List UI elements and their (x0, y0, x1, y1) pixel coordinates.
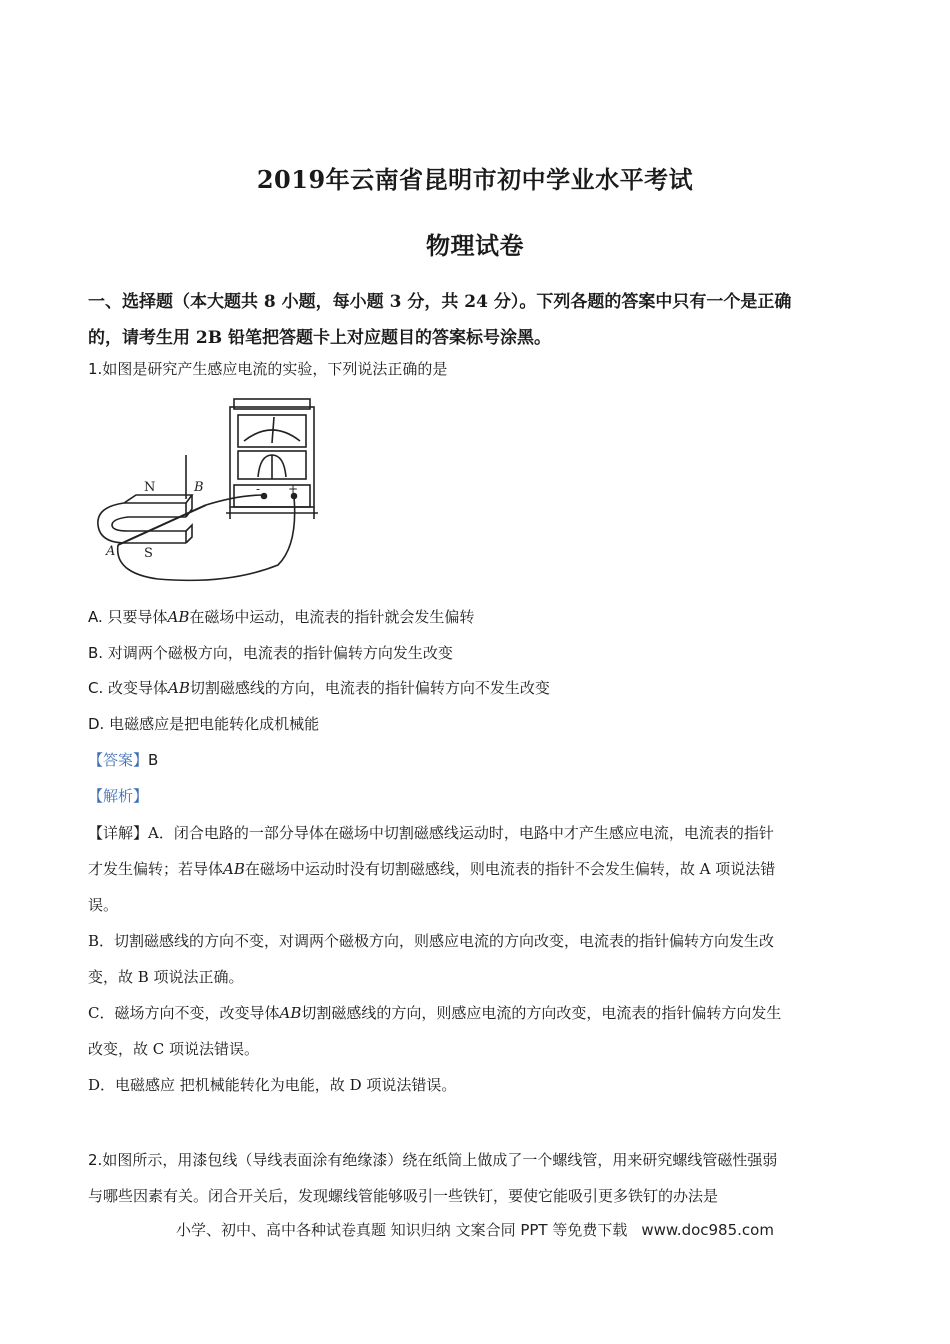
detail-a-line-2 (88, 851, 868, 887)
section-heading-line-2: 的，请考生用 2B 铅笔把答题卡上对应题目的答案标号涂黑。 (88, 328, 552, 348)
detail-explanation (88, 815, 868, 1103)
detail-b-line-2: 变，故 B 项说法正确。 (88, 968, 244, 986)
option-letter: C. (88, 679, 104, 697)
option-letter: A. (88, 608, 103, 626)
option-letter: D. (88, 715, 105, 733)
induction-experiment-figure (88, 395, 338, 595)
page-subtitle: 物理试卷 (426, 231, 524, 260)
label-plus: + (288, 482, 299, 496)
section-heading-line-1: 一、选择题（本大题共 8 小题，每小题 3 分，共 24 分）。下列各题的答案中只有一个是正确 (88, 292, 792, 312)
option-text: 在磁场中运动，电流表的指针就会发生偏转 (189, 608, 475, 626)
option-text: 电磁感应是把电能转化成机械能 (109, 715, 320, 733)
detail-text: C．磁场方向不变，改变导体 (88, 1004, 280, 1022)
label-n: N (144, 480, 156, 495)
conductor-label: AB (279, 1004, 302, 1022)
detail-c-line-2: 改变，故 C 项说法错误。 (88, 1040, 260, 1058)
option-b (88, 642, 453, 664)
label-b: B (194, 480, 204, 495)
conductor-label: AB (223, 860, 245, 878)
option-text: 对调两个磁极方向，电流表的指针偏转方向发生改变 (107, 644, 453, 662)
option-text: 切割磁感线的方向，电流表的指针偏转方向不发生改变 (189, 679, 550, 697)
question-2-line-2: 与哪些因素有关。闭合开关后，发现螺线管能够吸引一些铁钉，要使它能吸引更多铁钉的办法是 (88, 1187, 719, 1205)
analysis-line (88, 785, 148, 807)
option-c (88, 677, 550, 699)
analysis-label: 【解析】 (88, 787, 149, 805)
footer-link[interactable]: www.doc985.com (641, 1221, 774, 1239)
question-number: 1. (88, 360, 103, 378)
option-a (88, 606, 474, 628)
label-a: A (106, 544, 116, 559)
answer-line (88, 749, 158, 771)
answer-label: 【答案】 (88, 751, 149, 769)
detail-b-line-1: B．切割磁感线的方向不变，对调两个磁极方向，则感应电流的方向改变，电流表的指针偏转方向发生改 (88, 932, 775, 950)
answer-value: B (148, 751, 159, 769)
question-number: 2. (88, 1151, 103, 1169)
terminal-minus (262, 494, 267, 499)
page-footer (0, 1219, 950, 1240)
horseshoe-magnet-outer (98, 503, 186, 543)
detail-a-line-3: 误。 (88, 896, 119, 914)
question-2-line-1 (88, 1142, 868, 1178)
detail-text: 切割磁感线的方向，则感应电流的方向改变，电流表的指针偏转方向发生 (301, 1004, 782, 1022)
option-letter: B. (88, 644, 104, 662)
section-heading (88, 284, 868, 356)
question-text: 如图是研究产生感应电流的实验，下列说法正确的是 (102, 360, 448, 378)
galvanometer-needle (272, 417, 274, 443)
option-d (88, 713, 319, 735)
conductor-label: AB (167, 608, 190, 626)
option-text: 改变导体 (108, 679, 169, 697)
detail-a-line-1: 【详解】A．闭合电路的一部分导体在磁场中切割磁感线运动时，电路中才产生感应电流，电流表的指针 (88, 824, 774, 842)
question-text: 如图所示，用漆包线（导线表面涂有绝缘漆）绕在纸筒上做成了一个螺线管，用来研究螺线管磁性强弱 (102, 1151, 778, 1169)
page-title: 2019年云南省昆明市初中学业水平考试 (256, 165, 694, 194)
question-1-stem (88, 358, 447, 380)
footer-text: 小学、初中、高中各种试卷真题 知识归纳 文案合同 PPT 等免费下载 (176, 1221, 628, 1239)
experiment-diagram (88, 395, 338, 595)
detail-text: 才发生偏转；若导体 (88, 860, 224, 878)
detail-d-line-1: D．电磁感应 把机械能转化为电能，故 D 项说法错误。 (88, 1076, 457, 1094)
option-text: 只要导体 (107, 608, 168, 626)
label-s: S (144, 546, 153, 561)
detail-c-line-1 (88, 995, 868, 1031)
label-minus: - (256, 482, 261, 496)
wire-a (118, 497, 295, 580)
detail-text: 在磁场中运动时没有切割磁感线，则电流表的指针不会发生偏转，故 A 项说法错 (244, 860, 776, 878)
wire-b (206, 495, 264, 505)
question-2 (88, 1142, 868, 1214)
conductor-label: AB (168, 679, 190, 697)
